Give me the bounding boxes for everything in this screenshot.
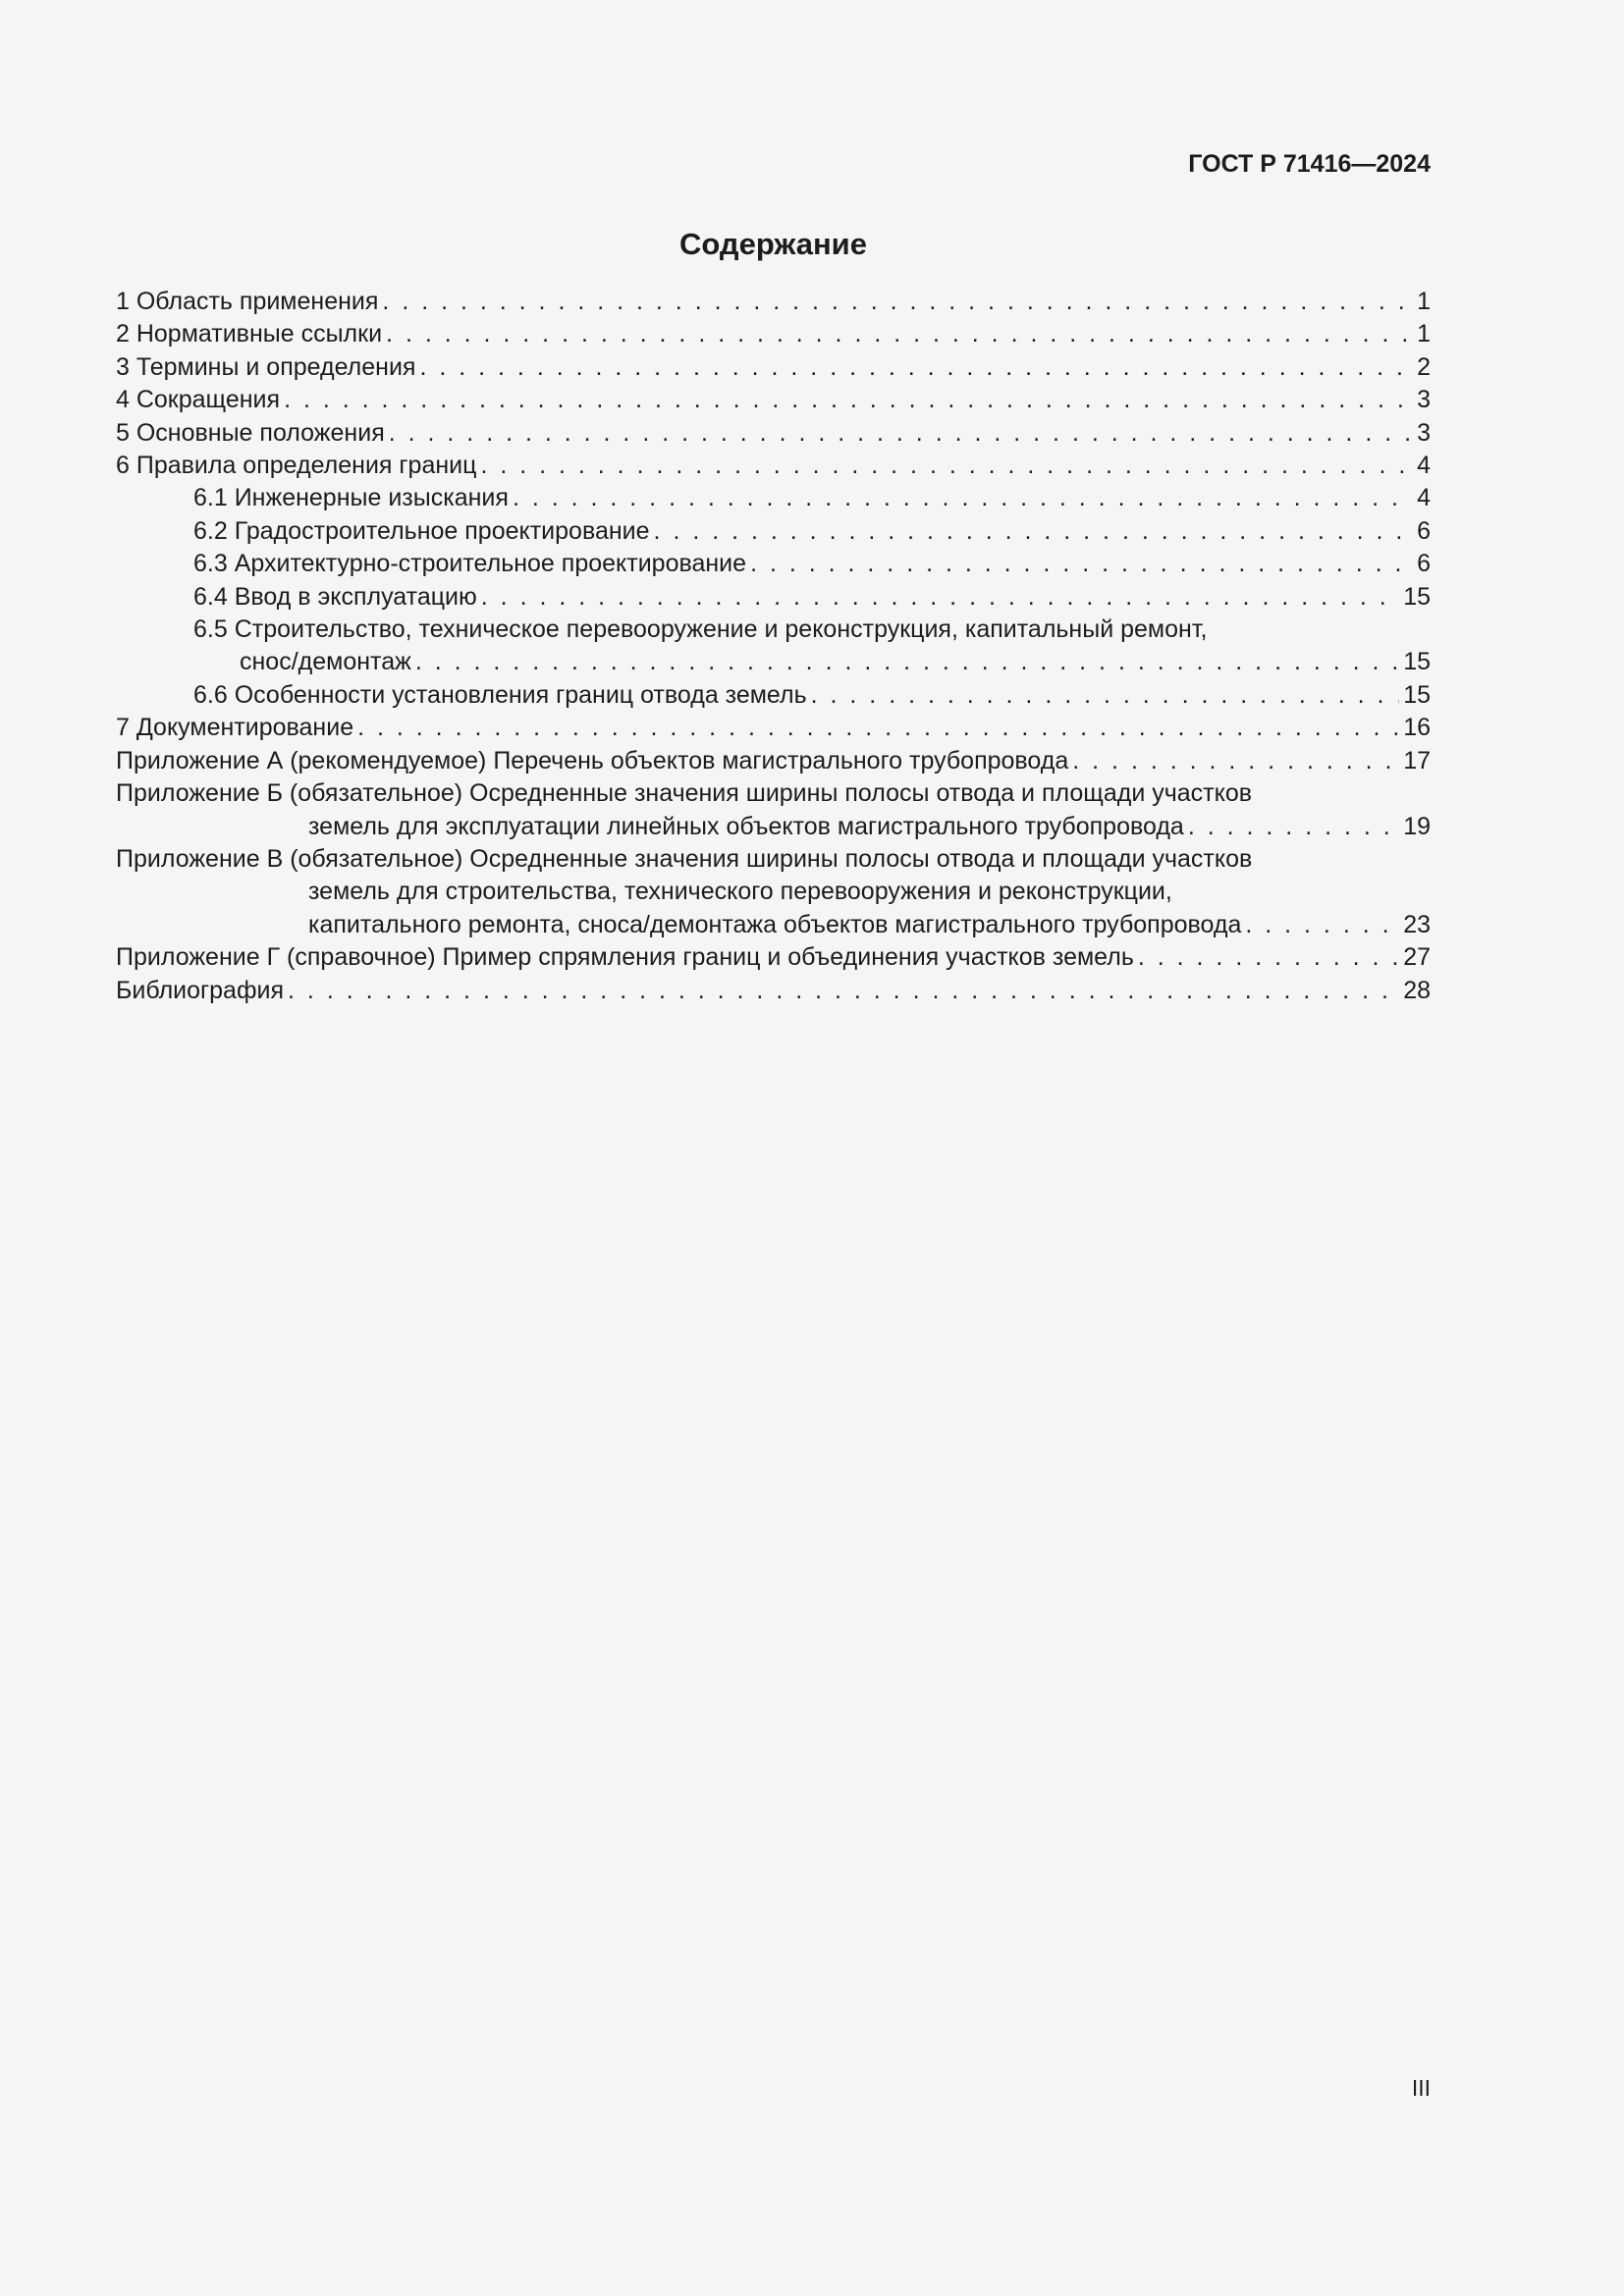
toc-entry-text: Приложение А (рекомендуемое) Перечень объектов магистрального трубопровода xyxy=(116,746,1069,774)
toc-entry[interactable] xyxy=(116,843,1431,941)
toc-page-number: 27 xyxy=(1403,943,1431,972)
toc-entry-text-continuation: земель для эксплуатации линейных объектов магистрального трубопровода xyxy=(308,812,1184,840)
toc-entry-text: 6.3 Архитектурно-строительное проектирование xyxy=(193,550,747,578)
leader-dots xyxy=(1072,745,1399,777)
leader-dots xyxy=(382,286,1413,318)
toc-page-number: 17 xyxy=(1403,746,1431,774)
toc-entry-text: 6.5 Строительство, техническое перевооружение и реконструкция, капитальный ремонт, xyxy=(193,615,1208,644)
toc-entry-text: 7 Документирование xyxy=(116,714,354,742)
leader-dots xyxy=(1245,909,1399,941)
leader-dots xyxy=(480,450,1413,482)
toc-entry-text: Приложение Б (обязательное) Осредненные значения ширины полосы отвода и площади участков xyxy=(116,779,1253,808)
toc-entry-text: Приложение Г (справочное) Пример спрямления границ и объединения участков земель xyxy=(116,943,1134,972)
leader-dots xyxy=(386,318,1413,350)
toc-entry[interactable] xyxy=(116,318,1431,350)
toc-subentry[interactable] xyxy=(116,581,1431,614)
toc-page-number: 6 xyxy=(1417,550,1431,578)
toc-page-number: 4 xyxy=(1417,452,1431,480)
leader-dots xyxy=(288,975,1399,1007)
leader-dots xyxy=(419,351,1413,384)
toc-entry-text: 4 Сокращения xyxy=(116,386,281,414)
toc-entry-text: 3 Термины и определения xyxy=(116,352,416,381)
toc-subentry[interactable] xyxy=(116,548,1431,580)
toc-subentry[interactable] xyxy=(116,515,1431,548)
leader-dots xyxy=(513,482,1413,514)
toc-subentry[interactable] xyxy=(116,679,1431,712)
toc-entry[interactable] xyxy=(116,450,1431,482)
document-code: ГОСТ Р 71416—2024 xyxy=(1188,150,1431,178)
leader-dots xyxy=(415,646,1399,678)
toc-page-number: 23 xyxy=(1403,910,1431,938)
table-of-contents xyxy=(116,286,1431,1007)
toc-page-number: 28 xyxy=(1403,976,1431,1004)
toc-entry-text: 6 Правила определения границ xyxy=(116,452,477,480)
toc-entry-text: Библиография xyxy=(116,976,285,1004)
toc-entry-text: 2 Нормативные ссылки xyxy=(116,320,383,348)
toc-entry[interactable] xyxy=(116,351,1431,384)
toc-page-number: 19 xyxy=(1403,812,1431,840)
leader-dots xyxy=(1138,941,1399,974)
toc-entry[interactable] xyxy=(116,745,1431,777)
toc-entry-text-continuation: капитального ремонта, сноса/демонтажа объектов магистрального трубопровода xyxy=(308,910,1242,938)
leader-dots xyxy=(1188,811,1399,843)
toc-entry-text: 6.2 Градостроительное проектирование xyxy=(193,516,650,545)
toc-entry[interactable] xyxy=(116,712,1431,744)
toc-page-number: 16 xyxy=(1403,714,1431,742)
leader-dots xyxy=(389,417,1413,450)
toc-entry-text: 5 Основные положения xyxy=(116,418,385,447)
toc-page-number: 3 xyxy=(1417,418,1431,447)
leader-dots xyxy=(750,548,1413,580)
toc-entry-text-continuation: снос/демонтаж xyxy=(240,648,411,676)
toc-page-number: 15 xyxy=(1403,582,1431,611)
toc-entry[interactable] xyxy=(116,286,1431,318)
toc-entry-text: 6.6 Особенности установления границ отвода земель xyxy=(193,680,807,709)
toc-page-number: 15 xyxy=(1403,680,1431,709)
toc-entry-text: 1 Область применения xyxy=(116,288,379,315)
toc-entry[interactable] xyxy=(116,384,1431,416)
page-number: III xyxy=(1411,2075,1431,2101)
toc-page-number: 15 xyxy=(1403,648,1431,676)
toc-title: Содержание xyxy=(679,227,867,261)
toc-entry-text: 6.4 Ввод в эксплуатацию xyxy=(193,582,477,611)
toc-page-number: 6 xyxy=(1417,516,1431,545)
toc-entry[interactable] xyxy=(116,975,1431,1007)
leader-dots xyxy=(284,384,1413,416)
toc-subentry[interactable] xyxy=(116,614,1431,679)
toc-entry[interactable] xyxy=(116,941,1431,974)
toc-entry[interactable] xyxy=(116,417,1431,450)
leader-dots xyxy=(654,515,1414,548)
toc-entry-text: 6.1 Инженерные изыскания xyxy=(193,484,509,512)
leader-dots xyxy=(811,679,1400,712)
leader-dots xyxy=(481,581,1399,614)
toc-page-number: 3 xyxy=(1417,386,1431,414)
toc-entry-text-continuation: земель для строительства, технического перевооружения и реконструкции, xyxy=(308,878,1172,906)
leader-dots xyxy=(357,712,1399,744)
toc-page-number: 1 xyxy=(1417,320,1431,348)
toc-page-number: 2 xyxy=(1417,352,1431,381)
toc-subentry[interactable] xyxy=(116,482,1431,514)
toc-entry[interactable] xyxy=(116,777,1431,843)
toc-page-number: 4 xyxy=(1417,484,1431,512)
toc-entry-text: Приложение В (обязательное) Осредненные значения ширины полосы отвода и площади участков xyxy=(116,844,1253,873)
toc-page-number: 1 xyxy=(1417,288,1431,315)
